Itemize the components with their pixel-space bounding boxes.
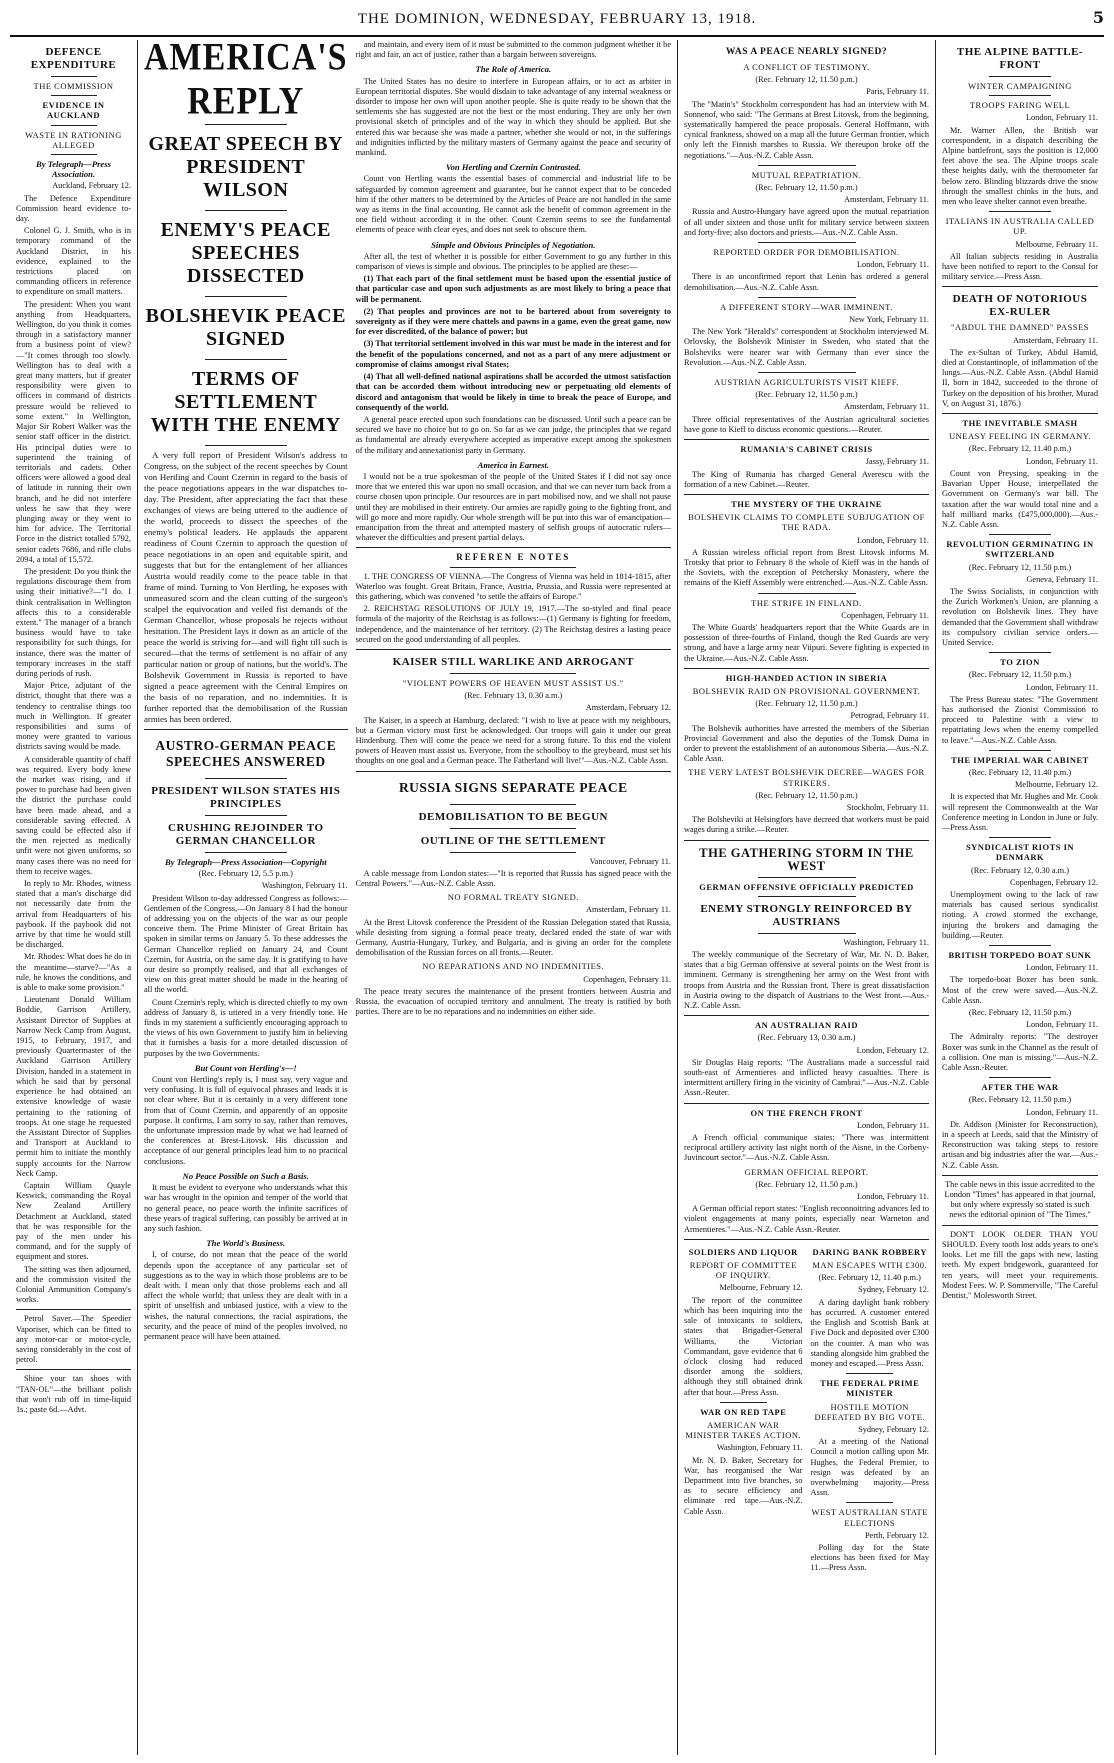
subhead: NO REPARATIONS AND NO INDEMNITIES. — [422, 961, 605, 972]
paragraph: The Swiss Socialists, in conjunction with the Zurich Workmen's Union, are planning a revolution on Bolshevik lines. They have demanded that the Government shall withdraw its compulsory civilian service orders.—United Service. — [942, 586, 1098, 647]
received-line: (Rec. February 13, 0.30 a.m.) — [464, 691, 563, 701]
principle-item: (2) That peoples and provinces are not to be bartered about from sovereignty to sovereignty as if they were mere chattels and pawns in a game, even the great game, now for ever discredited, of the balance of power; but — [355, 306, 671, 337]
subhead: OUTLINE OF THE SETTLEMENT — [420, 834, 606, 847]
subhead: DEMOBILISATION TO BE BEGUN — [418, 810, 608, 823]
paragraph: I would not be a true spokesman of the people of the United States if I did not say once more that we entered this war upon no small occasion, and that we can never turn back from a course chosen upon principle. Our resources are in part mobilised now, and we shall not pause until they are mobilised in their entirety. Our armies are rapidly going to the fighting front, and will go more and more rapidly. Our whole strength will be put into this war of emancipation—emancipation from the threat and attempted mastery of selfish groups of autocratic rulers—whatever the difficulties and present partial delays. — [355, 471, 671, 543]
subhead: THE MYSTERY OF THE UKRAINE — [731, 498, 882, 509]
subhead: ON THE FRENCH FRONT — [750, 1107, 863, 1118]
dateline: Stockholm, February 11. — [846, 802, 929, 812]
paragraph: The president: When you want anything from Headquarters, Wellington, do you think it comes through in a satisfactory manner from a business point of view?—"It comes through too slowly. Wellington has to deal with a great many matters, but if greater responsibility were given to officers in command of districts pressure would be relieved to some extent." In Wellington, Major Sir Robert Walker was the senior staff officer in the district. His principal duties were to superintend the training of territorials and cadets. Other officers were allowed a good deal of latitude in running their own branch, and he did not interfere unless he saw that they were plunging away or they went to him for advice. The Territorial Force in the district totalled 5792, senior cadets 7686, and rifle clubs 2094, a total of 15,572. — [16, 299, 131, 564]
paragraph: Count von Hertling's reply is, I must say, very vague and very confusing. It is full of equivocal phrases and leads it is not clear where. But it is certainly in a very different tone from that of Count Czernin, and apparently of an opposite purpose. It confirms, I am sorry to say, rather than removes, the unfortunate impression made by what we had learned of the conferences at Brest-Litovsk. His discussion and acceptance of our general principles lead him to no practical conclusions. — [144, 1075, 348, 1166]
dateline: London, February 11. — [856, 1120, 929, 1130]
subhead: BOLSHEVIK RAID ON PROVISIONAL GOVERNMENT. — [692, 685, 921, 696]
dateline: Petrograd, February 11. — [850, 711, 929, 721]
main-headline: AMERICA'S REPLY — [144, 40, 348, 123]
subhead: REPORTED ORDER FOR DEMOBILISATION. — [713, 247, 900, 258]
paragraph: The Defence Expenditure Commission heard evidence to-day. — [16, 193, 131, 224]
times-notice: The cable news in this issue accredited to the London "Times" has appeared in that journal, but only where expressly so stated is such news the editorial opinion of "The Times." — [944, 1179, 1096, 1220]
dateline: Sydney, February 12. — [858, 1285, 929, 1295]
paragraph: In reply to Mr. Rhodes, witness stated that a man's discharge did not necessarily date from the arrival from Headquarters of his paybook. If the paybook did not arrive by that time he would still be discharged. — [16, 879, 131, 950]
dateline: Washington, February 11. — [843, 937, 929, 947]
dateline: New York, February 11. — [849, 315, 929, 325]
subhead: WAR ON RED TAPE — [700, 1406, 787, 1417]
section-subhead: Von Hertling and Czernin Contrasted. — [445, 162, 581, 173]
paragraph: Polling day for the State elections has been fixed for May 11.—Press Assn. — [810, 1542, 929, 1573]
subhead: A DIFFERENT STORY—WAR IMMINENT. — [720, 301, 893, 312]
deck-headline: BOLSHEVIK PEACE SIGNED — [145, 305, 346, 350]
received-line: (Rec. February 12, 11.50 p.m.) — [755, 790, 858, 800]
dateline: London, February 11. — [1025, 113, 1098, 123]
subhead: UNEASY FEELING IN GERMANY. — [949, 431, 1091, 442]
subhead: EVIDENCE IN AUCKLAND — [42, 100, 105, 121]
paragraph: The White Guards' headquarters report that the White Guards are in possession of three-fourths of Finland, though the Red Guards are very strong, and have a large army near Viipuri. Severe fighting is expected in the Ukraine.—Aus.-N.Z. Cable Assn. — [684, 622, 929, 663]
paragraph: It must be evident to everyone who understands what this war has wrought in the opinion and temper of the world that no general peace, no peace worth the infinite sacrifices of these years of tragical suffering, can possibly be arrived at in any such fashion. — [144, 1183, 348, 1233]
paragraph: The president: Do you think the regulations discourage them from using their initiative?—"I do. I think centralisation in Wellington affects this to a considerable extent." The manager of a branch business would have to take responsibility for such things, for instance, there was the matter of temporary increases in the staff during periods of rush. — [16, 566, 131, 678]
received-line: (Rec. February 12, 11.40 p.m.) — [968, 444, 1072, 454]
received-line: (Rec. February 12, 11.50 p.m.) — [755, 699, 858, 709]
paragraph: Count von Hertling wants the essential bases of commercial and industrial life to be safeguarded by common agreement and guarantee, but he cannot expect that to be conceded him if the other matters to be determined by the Articles of Peace are not handled in the same way as items in the final accounting. He cannot ask the benefit of common agreement in the one field without according it in the other. Count Czernin seems to see the fundamental elements of peace with clear eyes, and does not seek to obscure them. — [355, 174, 671, 235]
dateline: London, February 11. — [1025, 1020, 1098, 1030]
dateline: Amsterdam, February 11. — [844, 402, 929, 412]
subhead: THE VERY LATEST BOLSHEVIK DECREE—WAGES FOR STRIKERS. — [688, 767, 925, 788]
paragraph: Mr. Rhodes: What does he do in the meantime—starve?—"As a rule, he knows the conditions, and is able to make some provision." — [16, 952, 132, 993]
received-line: (Rec. February 12, 11.40 p.m.) — [818, 1273, 921, 1283]
column-alpine-front — [936, 40, 1104, 1755]
subhead: AUSTRIAN AGRICULTURISTS VISIT KIEFF. — [714, 377, 899, 388]
paragraph: Count Czernin's reply, which is directed chiefly to my own address of January 8, is uttered in a very friendly tone. He finds in my statement a sufficiently encouraging approach to the views of his own Government to justify him in believing that it furnishes a basis for a more detailed discussion of purposes by the two Governments. — [144, 997, 348, 1058]
subhead: TROOPS FARING WELL — [969, 100, 1071, 111]
subhead: HIGH-HANDED ACTION IN SIBERIA — [725, 672, 888, 683]
principle-item: (1) That each part of the final settlement must be based upon the essential justice of that particular case and upon such adjustments as are most likely to bring a peace that will be permanent. — [355, 274, 671, 304]
subhead: CRUSHING REJOINDER TO GERMAN CHANCELLOR — [168, 822, 324, 847]
headline: THE ALPINE BATTLE-FRONT — [956, 46, 1084, 71]
dateline: Melbourne, February 12. — [1015, 780, 1098, 790]
paragraph: Major Price, adjutant of the district, thought that there was a tendency to centralise things too much in Wellington. If greater responsibilities and sums of money were granted to various districts saving would be made. — [16, 681, 131, 752]
subhead: THE FEDERAL PRIME MINISTER — [820, 1378, 920, 1399]
section-subhead: No Peace Possible on Such a Basis. — [182, 1170, 309, 1181]
subhead: RUMANIA'S CABINET CRISIS — [740, 444, 873, 455]
subhead: GERMAN OFFICIAL REPORT. — [744, 1166, 869, 1177]
subhead: WINTER CAMPAIGNING — [968, 81, 1072, 91]
paragraph: It is expected that Mr. Hughes and Mr. Cook will represent the Commonwealth at the War Conference meeting in London in June or July.—Press Assn. — [942, 792, 1098, 832]
column-defence-expenditure — [10, 40, 138, 1755]
paragraph: The ex-Sultan of Turkey, Abdul Hamid, died at Constantinople, of inflammation of the lungs.—Aus.-N.Z. Cable Assn. (Abdul Hamid II, born in 1842, succeeded to the throne of Turkey on the deposition of his brother, Murad V, on August 31, 1876.) — [942, 347, 1098, 408]
subhead: PRESIDENT WILSON STATES HIS PRINCIPLES — [151, 785, 341, 810]
received-line: (Rec. February 12, 11.50 p.m.) — [968, 562, 1072, 572]
subhead: A CONFLICT OF TESTIMONY. — [743, 62, 870, 72]
subhead: DARING BANK ROBBERY — [812, 1246, 928, 1257]
paragraph: President Wilson to-day addressed Congress as follows:—Gentlemen of the Congress,—On January 8 I had the honour of addressing you on the objects of the war as our people conceive them. The Prime Minister of Great Britain has spoken in similar terms on January 5. To these addresses the German Chancellor replied on January 24, and Count Czernin, for Austria, on the same day. It is gratifying to have our desire so promptly realised, and that all exchanges of view on this great matter should be made in the hearing of all the world. — [144, 893, 348, 995]
subhead: THE STRIFE IN FINLAND. — [751, 597, 862, 608]
paragraph: The peace treaty secures the maintenance of the present frontiers between Austria and Russia, the evacuation of occupied territory and annulment. The treaty is ratified by both parties. There are to be no reparations and no indemnities on either side. — [355, 986, 671, 1017]
dateline: Perth, February 12. — [864, 1530, 929, 1540]
paragraph: A German official report states: "English reconnoitring advances led to violent engagements at many points, especially near Warneton and Armentieres."—Aus.-N.Z. Cable Assn.-Reuter. — [684, 1204, 929, 1234]
headline: RUSSIA SIGNS SEPARATE PEACE — [398, 779, 628, 795]
dateline: London, February 11. — [1025, 1107, 1098, 1117]
section-subhead: America in Earnest. — [477, 459, 549, 470]
dateline: Melbourne, February 12. — [719, 1283, 803, 1293]
subhead: BOLSHEVIK CLAIMS TO COMPLETE SUBJUGATION OF THE RADA. — [688, 512, 925, 533]
paragraph: The "Matin's" Stockholm correspondent has had an interview with M. Sonnenof, who said: "The Germans at Brest Litovsk, from the beginning, systematically hampered the peace proposals. General Hoffmann, with cynical frankness, showed on a map all the future German frontier, which only left the Finnish marshes to Russia. We thereupon broke off the negotiations."—Aus.-N.Z. Cable Assn. — [684, 99, 929, 160]
subhead: THE INEVITABLE SMASH — [962, 418, 1078, 429]
subhead: WEST AUSTRALIAN STATE ELECTIONS — [811, 1507, 928, 1528]
section-subhead: The Role of America. — [475, 64, 552, 75]
received-line: (Rec. February 12, 11.50 p.m.) — [755, 75, 858, 85]
received-line: (Rec. February 13, 0.30 a.m.) — [757, 1033, 856, 1043]
paragraph: Three official representatives of the Austrian agricultural societies have gone to Kieff to discuss economic questions.—Reuter. — [684, 414, 929, 434]
section-subhead: The World's Business. — [206, 1238, 286, 1249]
subhead: NO FORMAL TREATY SIGNED. — [447, 892, 579, 903]
subhead: GERMAN OFFENSIVE OFFICIALLY PREDICTED — [699, 881, 914, 892]
paragraph: Count von Preysing, speaking in the Bavarian Upper House, interpellated the Government on Germany's war bill. The taxation after the war would total nine and a half milliard marks (£475,000,000).—Aus.-N.Z. Cable Assn. — [942, 468, 1098, 529]
dateline: London, February 11. — [1025, 963, 1098, 973]
paragraph: The Admiralty reports: "The destroyer Boxer was sunk in the Channel as the result of a collision. One man is missing."—Aus.-N.Z. Cable Assn.-Reuter. — [942, 1032, 1098, 1073]
subhead: "VIOLENT POWERS OF HEAVEN MUST ASSIST US." — [402, 677, 624, 688]
paragraph: The Press Bureau states: "The Government has authorised the Zionist Commission to proceed to Palestine with a view to repatriating Jews when the enemy compelled to leave."—Aus.-N.Z. Cable Assn. — [942, 694, 1098, 745]
subhead: MUTUAL REPATRIATION. — [751, 169, 862, 180]
paragraph: The Bolshevik authorities have arrested the members of the Siberian Provincial Government and also the deputies of the Tomsk Duma in order to prevent the establishment of an autonomous Siberia.—Aus.-N.Z. Cable Assn. — [684, 723, 929, 764]
subhead: ENEMY STRONGLY REINFORCED BY AUSTRIANS — [700, 902, 913, 928]
dateline: Paris, February 11. — [866, 87, 929, 97]
page-number: 5 — [1092, 8, 1104, 27]
paragraph: The King of Rumania has charged General Averescu with the formation of a new Cabinet.—Reuter. — [684, 469, 929, 489]
paragraph: Colonel G. J. Smith, who is in temporary command of the Auckland District, in his evidence, explained to the restrictions placed on commanding officers in reference to expenditure on small matters. — [16, 226, 131, 297]
paragraph: At a meeting of the National Council a motion calling upon Mr. Hughes, the Federal Premier, to resign was defeated by an overwhelming majority.—Press Assn. — [810, 1437, 929, 1498]
column-americas-reply — [138, 40, 678, 1755]
paragraph: The United States has no desire to interfere in European affairs, or to act as arbiter in European territorial disputes. She would disdain to take advantage of any internal weakness or disorder to impose her own will upon another people. She is quite ready to be shown that the settlements she has suggested are not the best or the most enduring. They are only her own provisional sketch of principles and of the way in which they should be applied. But she entered this war because she was made a partner, whether she would or not, in the sufferings and indignities inflicted by the military masters of Germany against the peace and security of mankind. — [355, 76, 671, 158]
headline: DEFENCE EXPENDITURE — [30, 46, 117, 71]
dateline: London, February 11. — [856, 1192, 929, 1202]
paragraph: Mr. Warner Allen, the British war correspondent, in a dispatch describing the Alpine battlefront, says the position is 12,000 feet above the sea. The Alpine troops scale these heights daily, with the thermometer far below zero. Blinding blizzards drive the snow through the smallest chinks in the huts, and men who leave shelter cannot even breathe. — [942, 125, 1098, 207]
reference-notes-title: REFEREN E NOTES — [456, 552, 571, 563]
dateline: London, February 11. — [856, 535, 929, 545]
dateline: Jassy, February 11. — [865, 457, 929, 467]
paragraph: A daring daylight bank robbery has occurred. A customer entered the English and Scottish Bank at Five Dock and deposited over £300 on the counter. A man who was standing alongside him grabbed the money and escaped.—Press Assn. — [810, 1297, 929, 1368]
column-russia-news — [678, 40, 936, 1755]
subhead: WASTE IN RATIONING ALLEGED — [25, 129, 122, 150]
paragraph: The sitting was then adjourned, and the commission visited the Colonial Ammunition Company's works. — [16, 1264, 131, 1305]
principle-item: (3) That territorial settlement involved in this war must be made in the interest and for the benefit of the populations concerned, and not as a part of any mere adjustment or compromise of claims amongst rival States; — [355, 339, 671, 369]
paragraph: Russia and Austro-Hungary have agreed upon the mutual repatriation of all under sixteen and those unfit for military service between sixteen and forty-five; also doctors and priests.—Aus.-N.Z. Cable Assn. — [684, 207, 929, 237]
received-line: (Rec. February 12, 11.50 p.m.) — [755, 183, 858, 193]
dateline: Washington, February 11. — [261, 881, 348, 891]
subhead: AMERICAN WAR MINISTER TAKES ACTION. — [685, 1419, 802, 1441]
deck-headline: GREAT SPEECH BY PRESIDENT WILSON — [148, 133, 344, 201]
subhead: TO ZION — [1000, 657, 1040, 668]
deck-headline: ENEMY'S PEACE SPEECHES DISSECTED — [160, 219, 331, 287]
paragraph: A general peace erected upon such foundations can be discussed. Until such a peace can be secured we have no choice but to go on. So far as we can judge, the principles that we regard as fundamental are already everywhere accepted as imperative except among the spokesmen of the military and annexationist party in Germany. — [355, 414, 671, 455]
paragraph: All Italian subjects residing in Australia have been notified to report to the Consul for military service.—Press Assn. — [942, 251, 1098, 282]
subhead: AFTER THE WAR — [981, 1082, 1059, 1093]
principle-item: (4) That all well-defined national aspirations shall be accorded the utmost satisfaction that can be accorded them without introducing new or perpetuating old elements of discord and antagonism that would be likely in time to break the peace of Europe, and consequently of the world. — [355, 372, 671, 412]
subhead: SYNDICALIST RIOTS IN DENMARK — [965, 842, 1075, 863]
deck-headline: TERMS OF SETTLEMENT WITH THE ENEMY — [150, 368, 341, 436]
received-line: (Rec. February 12, 11.50 p.m.) — [968, 1095, 1072, 1105]
advertisement: Shine your tan shoes with "TAN-OL"—the brilliant polish that won't rub off in time-liquid 1s.; paste 6d.—Advt. — [16, 1374, 131, 1414]
byline: By Telegraph—Press Association—Copyright — [164, 857, 327, 867]
dateline: London, February 11. — [1025, 682, 1098, 692]
received-line: (Rec. February 12, 0.30 a.m.) — [971, 865, 1069, 875]
subhead: THE IMPERIAL WAR CABINET — [951, 754, 1089, 765]
section-subhead: Simple and Obvious Principles of Negotiation. — [431, 239, 596, 250]
subhead: REPORT OF COMMITTEE OF INQUIRY. — [689, 1260, 797, 1281]
note-item: 1. THE CONGRESS OF VIENNA.—The Congress of Vienna was held in 1814-1815, after Waterloo was fought. Great Britain, France, Austria, Prussia, and Russia were represented at this gathering, which was convened "to settle the affairs of Europe." — [355, 571, 671, 601]
dentist-advertisement: DON'T LOOK OLDER THAN YOU SHOULD. Every tooth lost adds years to one's looks. Let me fill the gaps with new, lasting teeth. My expert bridgework, guaranteed for ten years, will meet your requirements. Modest Fees. W. P. Sommerville, "The Careful Dentist," Molesworth Street. — [942, 1229, 1098, 1300]
subhead: AN AUSTRALIAN RAID — [755, 1020, 858, 1031]
dateline: Melbourne, February 11. — [1015, 239, 1098, 249]
intro-paragraph: A very full report of President Wilson's address to Congress, on the subject of the recent speeches by Count von Hertling and Count Czernin in regard to the basis of the peace negotiations appears in the war dispatches to-day. The President, after appreciating the fact that these exchanges of views are being uttered to the audience of the world, proceeds to dissect the speeches of the enemy's political leaders. He applauds the apparent readiness of Count Czernin to approach the question of peace negotiations in an open and equitable spirit, and suggests that but for the entanglement of her alliances Austria would readily come to the peace table in that frame of mind. Turning to Von Hertling, he exposes with unmeasured scorn and the clean cutting of the surgeon's scalpel the equivocation and veiled fist demands of the German Chancellor, whose proposals he rejects without hesitation. The President lays it down as an article of the peace the world is striving for—and will fight till such is secured—that the terms of settlement is no affair of any particular nation or group of nations, but the world's. The Bolshevik Government in Russia is reported to have signed a peace agreement with the Central Empires on the basis of no reparation, and no indemnities. It is further reported that the demobilisation of the Russian armies has been ordered. — [144, 450, 348, 724]
received-line: (Rec. February 12, 11.40 p.m.) — [968, 767, 1072, 777]
paragraph: There is an unconfirmed report that Lenin has ordered a general demobilisation.—Aus.-N.Z. Cable Assn. — [684, 272, 929, 292]
paragraph: After all, the test of whether it is possible for either Government to go any further in this comparison of views is simple and obvious. The principles to be applied are these:— — [355, 251, 671, 272]
paragraph: A Russian wireless official report from Brest Litovsk informs M. Trotsky that prior to February 8 the whole of Kieff was in the hands of the Soviets, with the exception of Petchersky Monastery, where the remains of the Kieff Assembly were entrenched.—Aus.-N.Z. Cable Assn. — [684, 547, 929, 588]
dateline: Amsterdam, February 11. — [1013, 335, 1098, 345]
received-line: (Rec. February 12, 5.5 p.m.) — [198, 869, 293, 879]
subhead: SOLDIERS AND LIQUOR — [688, 1246, 798, 1257]
paragraph: I, of course, do not mean that the peace of the world depends upon the acceptance of any particular set of suggestions as to the way in which those problems are to be dealt with. I mean only that those problems each and all affect the whole world; that unless they are dealt with in a spirit of unselfish and unbiased justice, with a view to the wishes, the natural connections, the racial aspirations, the security, and the peace of mind of the peoples involved, no permanent peace will have been attained. — [144, 1250, 348, 1341]
paragraph: The report of the committee which has been inquiring into the sale of intoxicants to soldiers, states that Brigadier-General Williams, the Victorian Commandant, gave evidence that 6 o'clock closing had reduced disorder among the soldiers, although they still obtained drink after that hour.—Press Assn. — [684, 1295, 803, 1397]
paragraph: Unemployment owing to the lack of raw materials has caused serious syndicalist rioting. A crowd stormed the exchange, injuring the brokers and damaging the building.—Reuter. — [942, 890, 1098, 940]
subhead: THE COMMISSION — [33, 81, 114, 91]
subhead: MAN ESCAPES WITH £300. — [812, 1260, 928, 1271]
headline: WAS A PEACE NEARLY SIGNED? — [725, 47, 888, 57]
paragraph: Lieutenant Donald William Boddie, Garrison Artillery, Assistant Director of Supplies at Narrow Neck Camp from August, 1915, to February, 1917, and previously Quartermaster of the Auckland Garrison Artillery Division, handed in a statement in which he said that by personal experience he had obtained an extensive knowledge of waste pertaining to the rationing of troops. At one stage he requested the Assistant Director of Supplies and Transport at Auckland to permit him to initiate the monthly supply accounts for the Narrow Neck Camp. — [16, 995, 131, 1178]
dateline: Washington, February 11. — [716, 1443, 803, 1453]
received-line: (Rec. February 12, 11.50 p.m.) — [968, 670, 1072, 680]
paragraph: A considerable quantity of chaff was required. Every body knew the market was rising, and if power to purchase had been given the district the purchase could have been made ahead, and a considerable saving effected. A saving could be effected also if the men rejected as medically unfit were not given uniforms, so many cases there was no need for them to receive wages. — [16, 754, 131, 876]
paragraph: At the Brest Litovsk conference the President of the Russian Delegation stated that Russia, while desisting from signing a formal peace treaty, declared ended the state of war with Germany, Austria-Hungary, Turkey, and Bulgaria, and is giving an order for the complete demobilisation of the Russian forces on all fronts.—Reuter. — [355, 917, 671, 958]
byline: By Telegraph—Press Association. — [36, 159, 111, 180]
subhead: "ABDUL THE DAMNED" PASSES — [951, 322, 1089, 333]
subhead: BRITISH TORPEDO BOAT SUNK — [948, 950, 1092, 961]
dateline: Copenhagen, February 11. — [841, 610, 929, 620]
dateline: Auckland, February 12. — [52, 181, 131, 191]
paragraph: The New York "Herald's" correspondent at Stockholm interviewed M. Orlovsky, the Bolshevik Minister in Sweden, who stated that the Bolsheviks were nearer war with Germany than ever since the Revolution.—Aus.-N.Z. Cable Assn. — [684, 327, 929, 367]
dateline: Copenhagen, February 11. — [583, 974, 671, 984]
dateline: Copenhagen, February 12. — [1009, 877, 1098, 887]
note-item: 2. REICHSTAG RESOLUTIONS OF JULY 19, 1917.—The so-styled and final peace formula of the majority of the Reichstag is as follows:—(1) Germany is fighting for freedom, independence, and the maintenance of her territory. (2) The Reichstag desires a lasting peace secured on the good understanding of all peoples. — [355, 604, 671, 644]
dateline: Geneva, February 11. — [1026, 574, 1098, 584]
subhead: ITALIANS IN AUSTRALIA CALLED UP. — [945, 216, 1095, 237]
section-subhead: But Count von Hertling's—! — [194, 1062, 297, 1073]
headline: THE GATHERING STORM IN THE WEST — [699, 845, 914, 873]
subhead: REVOLUTION GERMINATING IN SWITZERLAND — [946, 539, 1094, 560]
paragraph: A cable message from London states:—"It is reported that Russia has signed peace with the Central Powers."—Aus.-N.Z. Cable Assn. — [355, 868, 671, 888]
dateline: Sydney, February 12. — [858, 1424, 929, 1434]
headline: DEATH OF NOTORIOUS EX-RULER — [952, 293, 1088, 319]
received-line: (Rec. February 12, 11.50 p.m.) — [755, 390, 858, 400]
dateline: London, February 12. — [856, 1045, 929, 1055]
paragraph: and maintain, and every item of it must be submitted to the common judgment whether it be right and fair, an act of justice, rather than a bargain between sovereigns. — [355, 40, 671, 60]
paragraph: Mr. N. D. Baker, Secretary for War, has reorganised the War Department into five branches, so as to secure efficiency and eliminate red tape.—Aus.-N.Z. Cable Assn. — [684, 1455, 803, 1516]
masthead-title: THE DOMINION, WEDNESDAY, FEBRUARY 13, 1918. — [357, 11, 757, 27]
subhead: HOSTILE MOTION DEFEATED BY BIG VOTE. — [814, 1401, 926, 1422]
paragraph: The Kaiser, in a speech at Hamburg, declared: "I wish to live at peace with my neighbours, but a German victory must first be acknowledged. Our troops will gain it under our great Hindenburg. Then will come the peace we need for a strong future. To this end the violent powers of Heaven must assist us. Everyone, from the schoolboy to the greybeard, must set his thoughts on one goal and a German peace. The Fatherland will live!"—Aus.-N.Z. Cable Assn. — [355, 715, 671, 766]
paragraph: Sir Douglas Haig reports: "The Australians made a successful raid south-east of Armentieres and inflicted heavy casualties. There is intermittent artillery firing in the vicinity of Cambrai."—Aus.-N.Z. Cable Assn.-Reuter. — [684, 1057, 929, 1098]
paragraph: The torpedo-boat Boxer has been sunk. Most of the crew were saved.—Aus.-N.Z. Cable Assn. — [942, 975, 1098, 1005]
dateline: London, February 11. — [1025, 456, 1098, 466]
dateline: Amsterdam, February 11. — [844, 195, 929, 205]
advertisement: Petrol Saver.—The Speedier Vaporiser, which can be fitted to any motor-car or motor-cycle, saving considerably in the cost of petrol. — [16, 1314, 131, 1365]
received-line: (Rec. February 12, 11.50 p.m.) — [755, 1179, 858, 1189]
dateline: London, February 11. — [856, 260, 929, 270]
dateline: Amsterdam, February 12. — [585, 703, 671, 713]
received-line: (Rec. February 12, 11.50 p.m.) — [968, 1008, 1072, 1018]
paragraph: The Bolsheviki at Helsingfors have decreed that workers must be paid wages during a strike.—Reuter. — [684, 815, 929, 835]
section-headline: AUSTRO-GERMAN PEACE SPEECHES ANSWERED — [155, 738, 337, 769]
dateline: Vancouver, February 11. — [589, 856, 671, 866]
headline: KAISER STILL WARLIKE AND ARROGANT — [392, 655, 634, 668]
paragraph: The weekly communique of the Secretary of War, Mr. N. D. Baker, states that a big German offensive at several points on the West front is imminent. Germany is strengthening her army on the West front with troops from Austria and the Russian front. There is great dissatisfaction in Austria owing to the dispatch of Austrians to the West front.—Aus.-N.Z. Cable Assn. — [684, 950, 929, 1011]
paragraph: Captain William Quayle Keswick, commanding the Royal New Zealand Artillery Detachment at Auckland, stated that he was responsible for the pay of the men under his command, and for the supply of equipment and stores. — [16, 1180, 131, 1262]
paragraph: Dr. Addison (Minister for Reconstruction), in a speech at Leeds, said that the Ministry of Reconstruction was taking steps to restore artisan and big industries after the war.—Aus.-N.Z. Cable Assn. — [942, 1119, 1098, 1170]
masthead — [10, 8, 1104, 37]
paragraph: A French official communique states: "There was intermittent reciprocal artillery activity last night north of the Aisne, in the Corbeny-Juvincourt sector."—Aus.-N.Z. Cable Assn. — [684, 1133, 929, 1163]
dateline: Amsterdam, February 11. — [586, 905, 671, 915]
